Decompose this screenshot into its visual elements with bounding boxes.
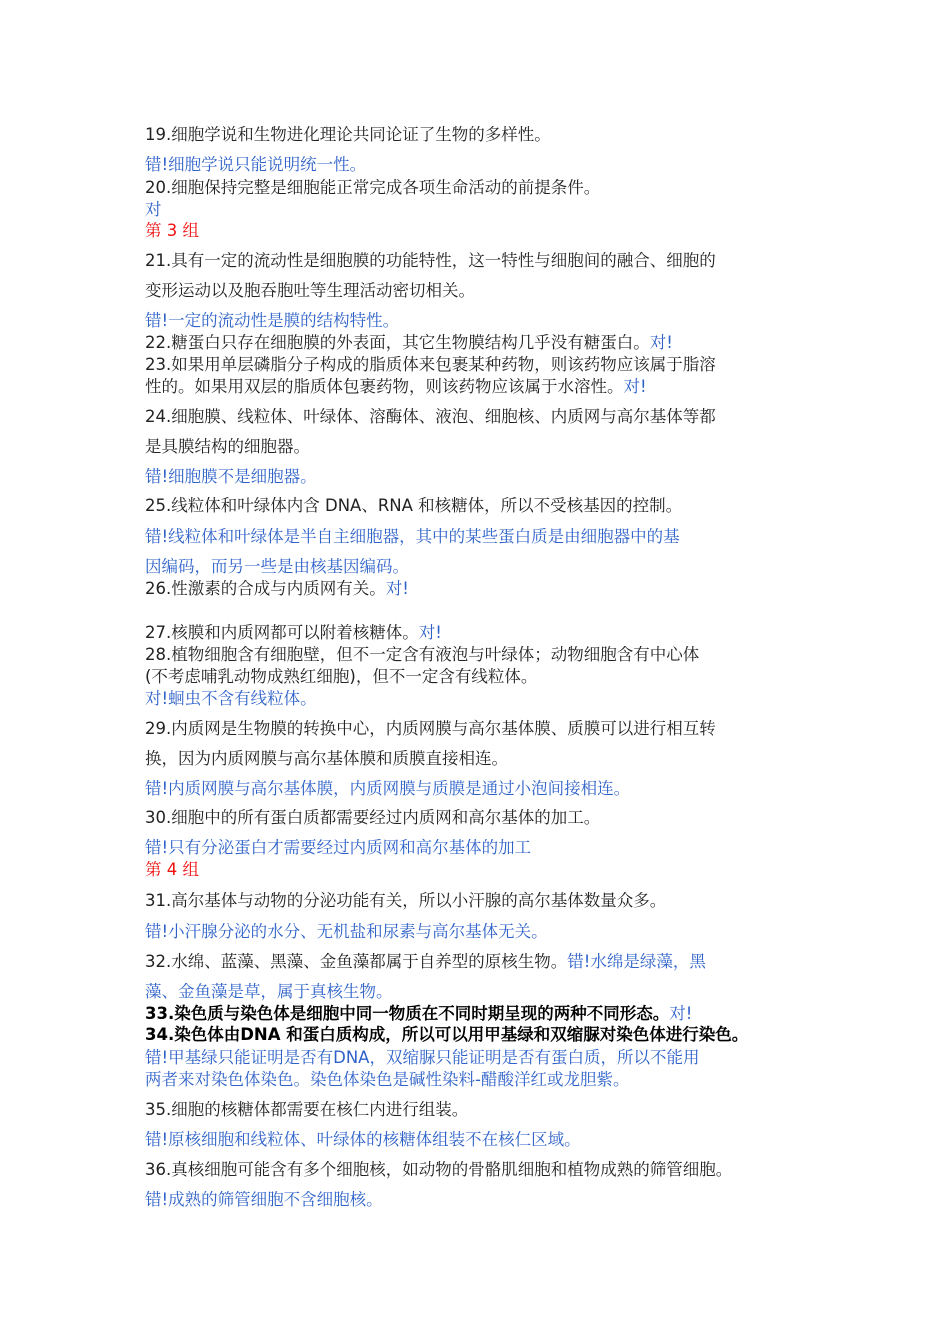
- group-4-heading: 第 4 组: [145, 860, 199, 879]
- question-35: 35.细胞的核糖体都需要在核仁内进行组装。: [145, 1100, 469, 1119]
- answer-23: 对!: [623, 377, 647, 396]
- question-28-line-1: 28.植物细胞含有细胞壁，但不一定含有液泡与叶绿体；动物细胞含有中心体: [145, 645, 700, 664]
- answer-31: 错!小汗腺分泌的水分、无机盐和尿素与高尔基体无关。: [145, 922, 548, 941]
- answer-33: 对!: [669, 1004, 693, 1023]
- answer-21: 错!一定的流动性是膜的结构特性。: [145, 311, 400, 330]
- question-33: 33.染色质与染色体是细胞中同一物质在不同时期呈现的两种不同形态。对!: [145, 1004, 693, 1023]
- question-24-line-2: 是具膜结构的细胞器。: [145, 437, 310, 456]
- answer-32-line-2: 藻、金鱼藻是草，属于真核生物。: [145, 982, 393, 1001]
- answer-34-line-2: 两者来对染色体染色。染色体染色是碱性染料-醋酸洋红或龙胆紫。: [145, 1070, 630, 1089]
- answer-27: 对!: [418, 623, 442, 642]
- question-36: 36.真核细胞可能含有多个细胞核，如动物的骨骼肌细胞和植物成熟的筛管细胞。: [145, 1160, 733, 1179]
- question-19: 19.细胞学说和生物进化理论共同论证了生物的多样性。: [145, 125, 551, 144]
- question-21-line-2: 变形运动以及胞吞胞吐等生理活动密切相关。: [145, 281, 475, 300]
- question-25: 25.线粒体和叶绿体内含 DNA、RNA 和核糖体，所以不受核基因的控制。: [145, 496, 683, 515]
- answer-36: 错!成熟的筛管细胞不含细胞核。: [145, 1190, 383, 1209]
- question-28-line-2: (不考虑哺乳动物成熟红细胞)，但不一定含有线粒体。: [145, 667, 538, 686]
- answer-24: 错!细胞膜不是细胞器。: [145, 467, 317, 486]
- question-23-line-1: 23.如果用单层磷脂分子构成的脂质体来包裹某种药物，则该药物应该属于脂溶: [145, 355, 716, 374]
- question-32-line-1: 32.水绵、蓝藻、黑藻、金鱼藻都属于自养型的原核生物。错!水绵是绿藻，黑: [145, 952, 706, 971]
- question-22: 22.糖蛋白只存在细胞膜的外表面，其它生物膜结构几乎没有糖蛋白。对!: [145, 333, 673, 352]
- question-31: 31.高尔基体与动物的分泌功能有关，所以小汗腺的高尔基体数量众多。: [145, 891, 667, 910]
- question-30: 30.细胞中的所有蛋白质都需要经过内质网和高尔基体的加工。: [145, 808, 601, 827]
- answer-19: 错!细胞学说只能说明统一性。: [145, 155, 367, 174]
- question-24-line-1: 24.细胞膜、线粒体、叶绿体、溶酶体、液泡、细胞核、内质网与高尔基体等都: [145, 407, 716, 426]
- answer-25-line-1: 错!线粒体和叶绿体是半自主细胞器，其中的某些蛋白质是由细胞器中的基: [145, 527, 680, 546]
- answer-22: 对!: [649, 333, 673, 352]
- question-21-line-1: 21.具有一定的流动性是细胞膜的功能特性，这一特性与细胞间的融合、细胞的: [145, 251, 716, 270]
- answer-20: 对: [145, 200, 162, 219]
- answer-32: 错!水绵是绿藻，黑: [567, 952, 706, 971]
- group-3-heading: 第 3 组: [145, 221, 199, 240]
- answer-34-line-1: 错!甲基绿只能证明是否有DNA，双缩脲只能证明是否有蛋白质，所以不能用: [145, 1048, 700, 1067]
- question-20: 20.细胞保持完整是细胞能正常完成各项生命活动的前提条件。: [145, 178, 601, 197]
- answer-29: 错!内质网膜与高尔基体膜，内质网膜与质膜是通过小泡间接相连。: [145, 779, 631, 798]
- answer-26: 对!: [385, 579, 409, 598]
- question-26: 26.性激素的合成与内质网有关。对!: [145, 579, 409, 598]
- answer-30: 错!只有分泌蛋白才需要经过内质网和高尔基体的加工: [145, 838, 532, 857]
- answer-28: 对!蛔虫不含有线粒体。: [145, 689, 317, 708]
- question-29-line-2: 换，因为内质网膜与高尔基体膜和质膜直接相连。: [145, 749, 508, 768]
- question-34: 34.染色体由DNA 和蛋白质构成，所以可以用甲基绿和双缩脲对染色体进行染色。: [145, 1025, 749, 1044]
- question-29-line-1: 29.内质网是生物膜的转换中心，内质网膜与高尔基体膜、质膜可以进行相互转: [145, 719, 716, 738]
- answer-35: 错!原核细胞和线粒体、叶绿体的核糖体组装不在核仁区域。: [145, 1130, 581, 1149]
- question-23-line-2: 性的。如果用双层的脂质体包裹药物，则该药物应该属于水溶性。对!: [145, 377, 647, 396]
- question-27: 27.核膜和内质网都可以附着核糖体。对!: [145, 623, 442, 642]
- answer-25-line-2: 因编码，而另一些是由核基因编码。: [145, 557, 409, 576]
